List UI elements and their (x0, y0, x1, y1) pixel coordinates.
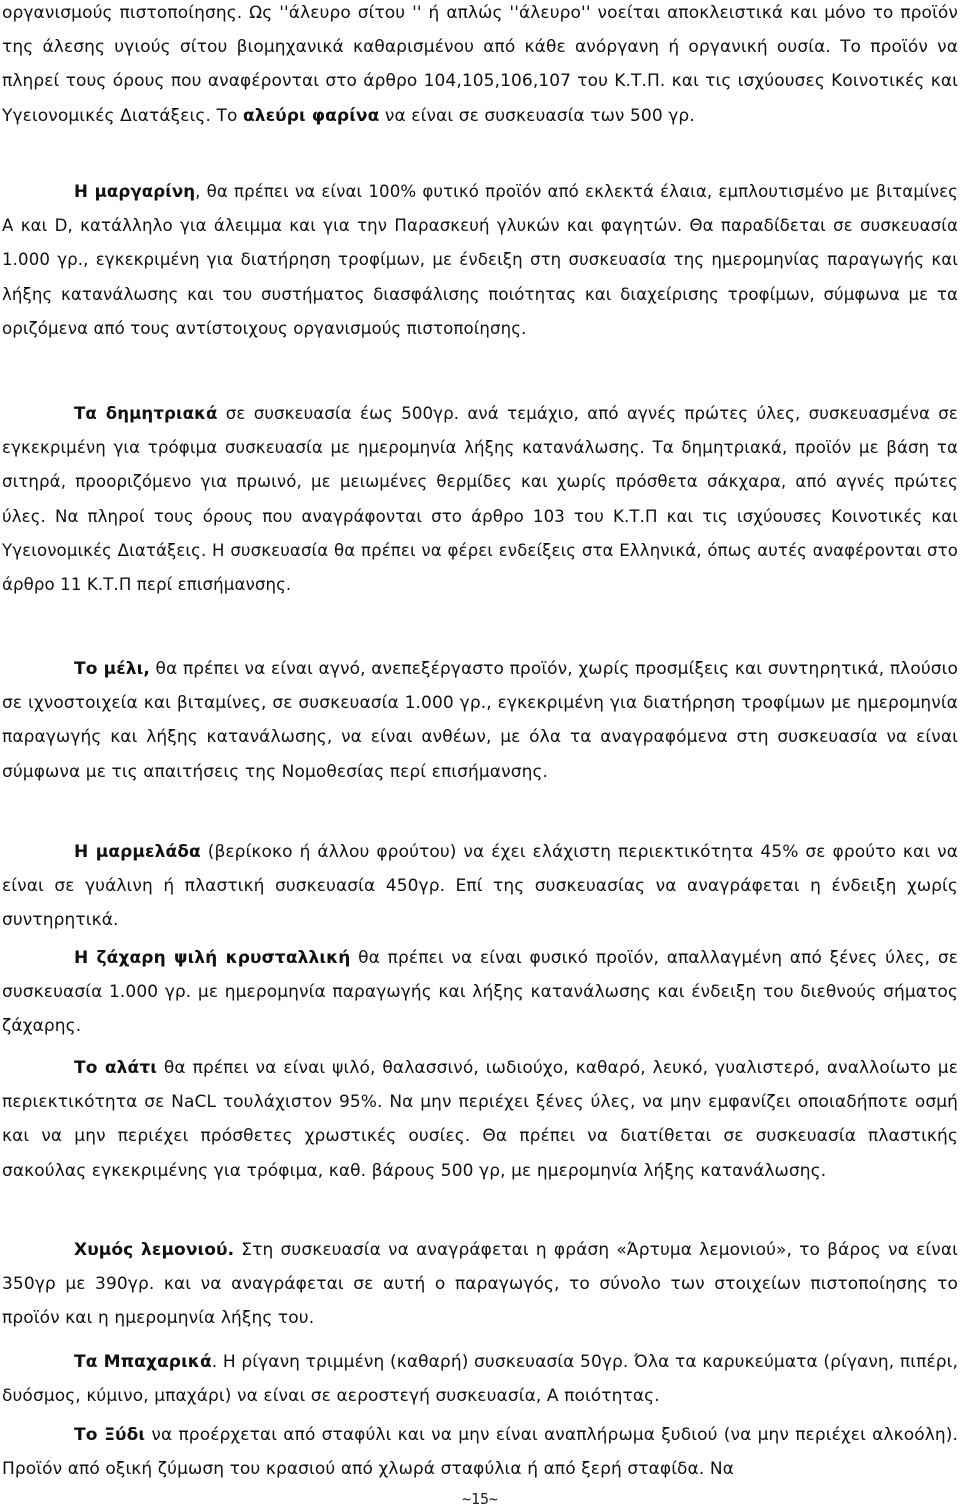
paragraph-honey (2, 652, 958, 827)
body-text: . Η ρίγανη τριμμένη (καθαρή) συσκευασία 50γρ. Όλα τα καρυκεύματα (ρίγανη, πιπέρι, δυόσμος, κύμινο, μπαχάρι) να είναι σε αεροστεγή συσκευασία, Α ποιότητας. (2, 1352, 958, 1407)
body-text: θα πρέπει να είναι αγνό, ανεπεξέργαστο προϊόν, χωρίς προσμίξεις και συντηρητικά, πλούσιο σε ιχνοστοιχεία και βιταμίνες, σε συσκευασία 1.000 γρ., εγκεκριμένη για διατήρηση τροφίμων με ημερομηνία παραγωγής και λήξης κατανάλωσης, να είναι ανθέων, με όλα τα αναγραφόμενα στη συσκευασία να είναι σύμφωνα με τις απαιτήσεις της Νομοθεσίας περί επισήμανσης. (2, 659, 958, 782)
body-text: θα πρέπει να είναι φυσικό προϊόν, απαλλαγμένη από ξένες ύλες, σε συσκευασία 1.000 γρ. με ημερομηνία παραγωγής και λήξης κατανάλωσης και ένδειξη του διεθνούς σήματος ζάχαρης. (2, 948, 958, 1037)
body-text: να είναι σε συσκευασία των 500 γρ. (379, 105, 695, 126)
bold-term: Τα Μπαχαρικά (74, 1352, 212, 1372)
paragraph-sugar (2, 941, 958, 1047)
bold-term: Χυμός λεμονιού. (74, 1240, 235, 1260)
bold-term: Η μαργαρίνη (74, 182, 196, 201)
page-number: ~15~ (461, 1490, 499, 1508)
body-text: Στη συσκευασία να αναγράφεται η φράση «Άρτυμα λεμονιού», το βάρος να είναι 350γρ με 390γρ. και να αναγράφεται σε αυτή ο παραγωγός, το σύνολο των στοιχείων πιστοποίησης το προϊόν και η ημερομηνία λήξης του. (2, 1240, 958, 1329)
body-text: να προέρχεται από σταφύλι και να μην είναι αναπλήρωμα ξυδιού (να μην περιέχει αλκοόλη). Προϊόν από οξική ζύμωση του κρασιού από χλωρά σταφύλια ή από ξερή σταφίδα. Να (2, 1425, 958, 1480)
bold-term: Τα δημητριακά (74, 404, 218, 423)
paragraph-spices (2, 1345, 958, 1415)
body-text: (βερίκοκο ή άλλου φρούτου) να έχει ελάχιστη περιεκτικότητα 45% σε φρούτο και να είναι σε γυάλινη ή πλαστική συσκευασία 450γρ. Επί της συσκευασίας να αναγράφεται η ένδειξη χωρίς συντηρητικά. (2, 842, 958, 931)
bold-term: Το Ξύδι (74, 1425, 146, 1445)
paragraph-lemon-juice (2, 1233, 958, 1338)
body-text: οργανισμούς πιστοποίησης. Ως ''άλευρο σίτου '' ή απλώς ''άλευρο'' νοείται αποκλειστικά και μόνο το προϊόν της άλεσης υγιούς σίτου βιομηχανικά καθαρισμένου από κάθε ανόργανη ή οργανική ουσία. Το προϊόν να πληρεί τους όρους που αναφέρονται στο άρθρο 104,105,106,107 του Κ.Τ.Π. και τις ισχύουσες Κοινοτικές και Υγειονομικές Διατάξεις. Το (2, 3, 958, 126)
paragraph-cereals (2, 397, 958, 644)
paragraph-marmalade (2, 835, 958, 941)
bold-term: Η ζάχαρη ψιλή κρυσταλλική (74, 948, 351, 968)
paragraph-vinegar (2, 1418, 958, 1488)
body-text: σε συσκευασία έως 500γρ. ανά τεμάχιο, από αγνές πρώτες ύλες, συσκευασμένα σε εγκεκριμένη για τρόφιμα συσκευασία με ημερομηνία λήξης κατανάλωσης. Τα δημητριακά, προϊόν με βάση τα σιτηρά, προοριζόμενο για πρωινό, με μειωμένες θερμίδες και χωρίς πρόσθετα σάκχαρα, από αγνές πρώτες ύλες. Να πληροί τους όρους που αναγράφονται στο άρθρο 103 του Κ.Τ.Π και τις ισχύουσες Κοινοτικές και Υγειονομικές Διατάξεις. Η συσκευασία θα πρέπει να φέρει ενδείξεις στα Ελληνικά, όπως αυτές αναφέρονται στο άρθρο 11 Κ.Τ.Π περί επισήμανσης. (2, 404, 958, 595)
paragraph-flour (2, 0, 958, 170)
bold-term: Η μαρμελάδα (74, 842, 201, 862)
bold-term: Το αλάτι (74, 1058, 157, 1078)
bold-term: αλεύρι φαρίνα (242, 105, 380, 126)
paragraph-salt (2, 1051, 958, 1227)
body-text: , θα πρέπει να είναι 100% φυτικό προϊόν από εκλεκτά έλαια, εμπλουτισμένο με βιταμίνες A και D, κατάλληλο για άλειμμα και για την Παρασκευή γλυκών και φαγητών. Θα παραδίδεται σε συσκευασία 1.000 γρ., εγκεκριμένη για διατήρηση τροφίμων, με ένδειξη στη συσκευασία της ημερομηνίας παραγωγής και λήξης κατανάλωσης και του συστήματος διασφάλισης ποιότητας και διαχείρισης τροφίμων, σύμφωνα με τα οριζόμενα από τους αντίστοιχους οργανισμούς πιστοποίησης. (2, 182, 958, 338)
paragraph-margarine (2, 175, 958, 383)
bold-term: Το μέλι, (74, 659, 150, 679)
body-text: θα πρέπει να είναι ψιλό, θαλασσινό, ιωδιούχο, καθαρό, λευκό, γυαλιστερό, αναλλοίωτο με περιεκτικότητα σε NaCL τουλάχιστον 95%. Να μην περιέχει ξένες ύλες, να μην εμφανίζει οποιαδήποτε οσμή και να μην περιέχει πρόσθετες χρωστικές ουσίες. Θα πρέπει να διατίθεται σε συσκευασία πλαστικής σακούλας εγκεκριμένης για τρόφιμα, καθ. βάρους 500 γρ, με ημερομηνία λήξης κατανάλωσης. (2, 1058, 958, 1181)
